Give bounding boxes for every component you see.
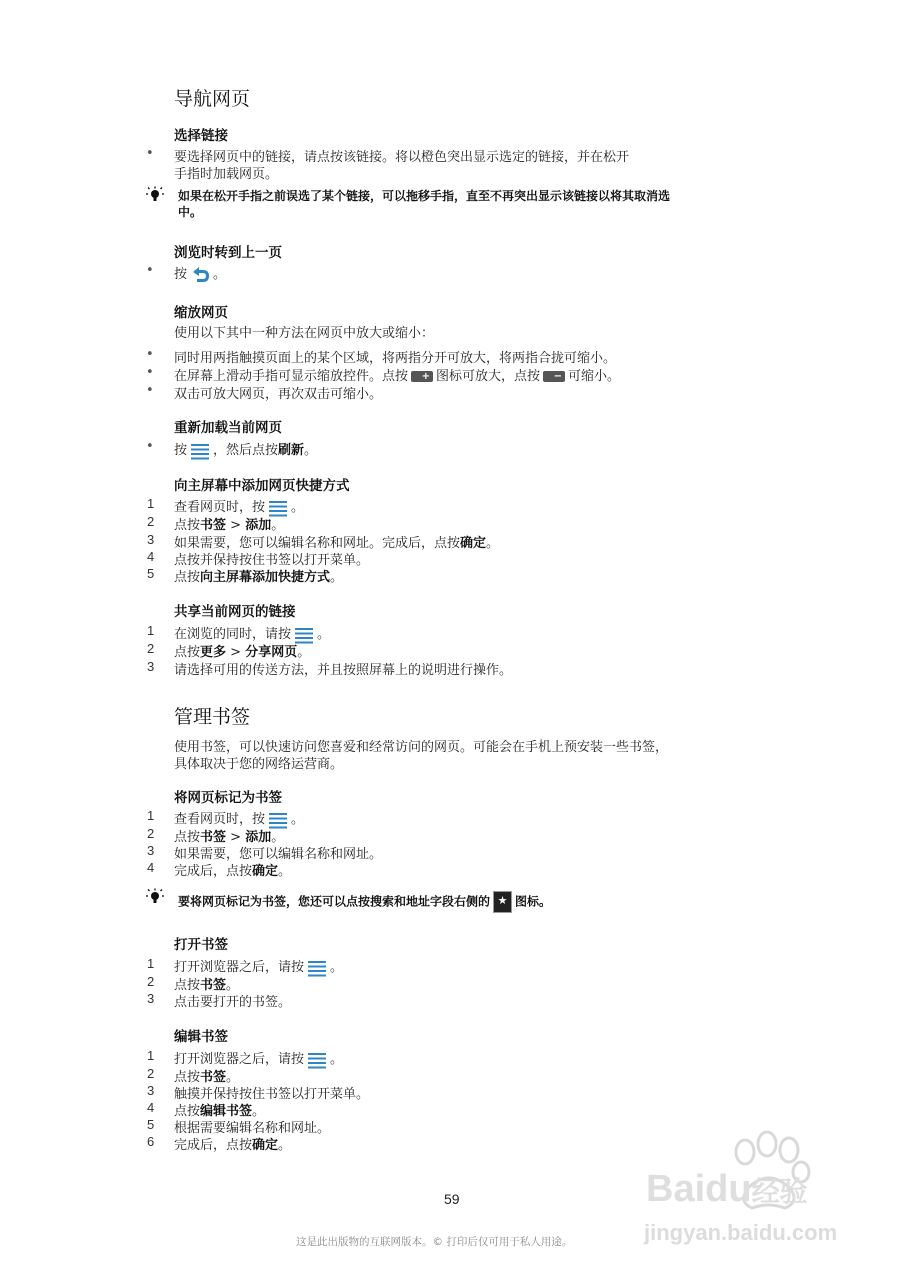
heading-zoom: 缩放网页 — [174, 305, 228, 321]
menu-icon — [306, 959, 328, 977]
step-number: 2 — [147, 974, 155, 989]
step-number: 3 — [147, 532, 155, 547]
tip-text-1: 如果在松开手指之前误选了某个链接，可以拖移手指，直至不再突出显示该链接以将其取消选 — [178, 189, 671, 203]
heading-share: 共享当前网页的链接 — [174, 604, 296, 620]
step-number: 2 — [147, 514, 155, 529]
zoom-out-icon: − — [543, 371, 565, 382]
heading-open-bookmark: 打开书签 — [174, 937, 228, 953]
step-number: 3 — [147, 843, 155, 858]
step-number: 1 — [147, 1048, 155, 1063]
bullet: • — [146, 146, 154, 161]
shortcut-step-2: 点按书签 > 添加。 — [174, 518, 285, 533]
mark-tip: 要将网页标记为书签，您还可以点按搜索和地址字段右侧的 ★ 图标。 — [178, 891, 551, 913]
mark-step-3: 如果需要，您可以编辑名称和网址。 — [174, 847, 383, 862]
step-number: 3 — [147, 659, 155, 674]
bullet: • — [146, 383, 154, 398]
zoom-bullet-2: 在屏幕上滑动手指可显示缩放控件。点按 + 图标可放大，点按 − 可缩小。 — [174, 369, 621, 384]
menu-icon — [189, 442, 211, 460]
edit-step-5: 根据需要编辑名称和网址。 — [174, 1121, 331, 1136]
tip-text-2: 中。 — [178, 205, 203, 219]
back-arrow-icon — [189, 266, 211, 284]
heading-select-link: 选择链接 — [174, 128, 228, 144]
step-number: 1 — [147, 808, 155, 823]
bullet: • — [146, 365, 154, 380]
heading-reload: 重新加载当前网页 — [174, 420, 282, 436]
edit-step-2: 点按书签。 — [174, 1070, 240, 1085]
lightbulb-icon — [146, 186, 164, 204]
step-number: 3 — [147, 1083, 155, 1098]
select-link-text-2: 手指时加载网页。 — [174, 167, 279, 182]
edit-step-6: 完成后，点按确定。 — [174, 1138, 292, 1153]
zoom-bullet-1: 同时用两指触摸页面上的某个区域，将两指分开可放大，将两指合拢可缩小。 — [174, 351, 617, 366]
step-number: 4 — [147, 549, 155, 564]
bullet: • — [146, 263, 154, 278]
step-number: 5 — [147, 566, 155, 581]
share-step-3: 请选择可用的传送方法，并且按照屏幕上的说明进行操作。 — [174, 663, 513, 678]
edit-step-1: 打开浏览器之后，请按 。 — [174, 1052, 344, 1067]
page-number: 59 — [444, 1191, 460, 1207]
open-step-3: 点击要打开的书签。 — [174, 995, 292, 1010]
step-number: 1 — [147, 956, 155, 971]
step-number: 4 — [147, 860, 155, 875]
shortcut-step-1: 查看网页时，按 。 — [174, 500, 305, 515]
baidu-watermark — [640, 1130, 870, 1270]
back-instruction: 按 。 — [174, 267, 227, 282]
bullet: • — [146, 347, 154, 362]
step-number: 6 — [147, 1134, 155, 1149]
lightbulb-icon — [146, 888, 164, 906]
step-number: 4 — [147, 1100, 155, 1115]
open-step-2: 点按书签。 — [174, 978, 240, 993]
watermark-url: jingyan.baidu.com — [644, 1220, 838, 1245]
shortcut-step-3: 如果需要，您可以编辑名称和网址。完成后，点按确定。 — [174, 536, 500, 551]
watermark-brand: Baidu经验 — [646, 1168, 808, 1210]
share-step-2: 点按更多 > 分享网页。 — [174, 645, 311, 660]
heading-back: 浏览时转到上一页 — [174, 245, 282, 261]
section-title-navigate: 导航网页 — [174, 88, 251, 110]
mark-step-1: 查看网页时，按 。 — [174, 812, 305, 827]
heading-mark-bookmark: 将网页标记为书签 — [174, 790, 282, 806]
open-step-1: 打开浏览器之后，请按 。 — [174, 960, 344, 975]
section-title-bookmarks: 管理书签 — [174, 706, 251, 728]
bullet: • — [146, 439, 154, 454]
heading-edit-bookmark: 编辑书签 — [174, 1029, 228, 1045]
reload-instruction: 按 ，然后点按刷新。 — [174, 443, 318, 458]
page-footer: 这是此出版物的互联网版本。© 打印后仅可用于私人用途。 — [296, 1236, 573, 1248]
step-number: 1 — [147, 496, 155, 511]
zoom-bullet-3: 双击可放大网页，再次双击可缩小。 — [174, 387, 383, 402]
step-number: 5 — [147, 1117, 155, 1132]
zoom-in-icon: + — [411, 371, 433, 382]
edit-step-3: 触摸并保持按住书签以打开菜单。 — [174, 1087, 370, 1102]
step-number: 3 — [147, 991, 155, 1006]
zoom-intro: 使用以下其中一种方法在网页中放大或缩小： — [174, 326, 435, 341]
shortcut-step-4: 点按并保持按住书签以打开菜单。 — [174, 553, 370, 568]
step-number: 1 — [147, 623, 155, 638]
mark-step-2: 点按书签 > 添加。 — [174, 830, 285, 845]
share-step-1: 在浏览的同时，请按 。 — [174, 627, 331, 642]
step-number: 2 — [147, 641, 155, 656]
heading-add-shortcut: 向主屏幕中添加网页快捷方式 — [174, 478, 350, 494]
menu-icon — [306, 1051, 328, 1069]
step-number: 2 — [147, 826, 155, 841]
bookmarks-intro-1: 使用书签，可以快速访问您喜爱和经常访问的网页。可能会在手机上预安装一些书签， — [174, 740, 669, 755]
select-link-text-1: 要选择网页中的链接，请点按该链接。将以橙色突出显示选定的链接，并在松开 — [174, 150, 630, 165]
mark-step-4: 完成后，点按确定。 — [174, 864, 292, 879]
bookmark-star-icon: ★ — [493, 891, 512, 913]
edit-step-4: 点按编辑书签。 — [174, 1104, 266, 1119]
step-number: 2 — [147, 1066, 155, 1081]
shortcut-step-5: 点按向主屏幕添加快捷方式。 — [174, 570, 344, 585]
bookmarks-intro-2: 具体取决于您的网络运营商。 — [174, 757, 344, 772]
